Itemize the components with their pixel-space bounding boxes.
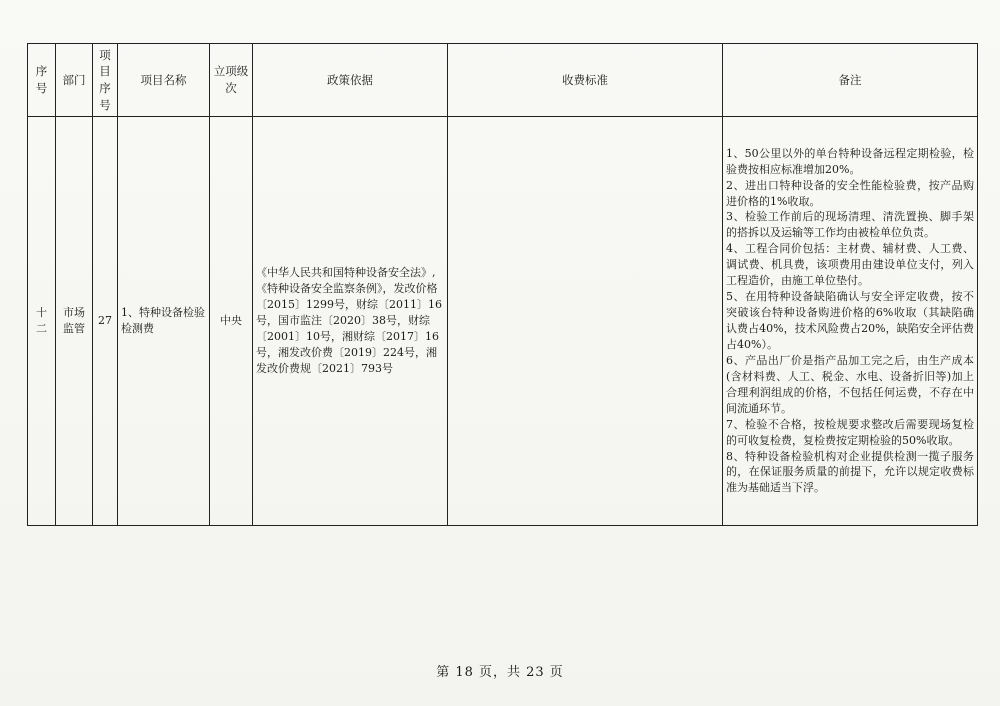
cell-dept: 市场监管 — [56, 117, 93, 526]
header-standard: 收费标准 — [448, 44, 723, 117]
header-level: 立项级次 — [210, 44, 253, 117]
remark-item: 8、特种设备检验机构对企业提供检测一揽子服务的，在保证服务质量的前提下，允许以规定收费标准为基础适当下浮。 — [726, 449, 974, 495]
fee-table — [27, 43, 978, 526]
cell-policy: 《中华人民共和国特种设备安全法》,《特种设备安全监察条例》，发改价格〔2015〕1299号，财综〔2011〕16号，国市监注〔2020〕38号，财综〔2001〕10号，湘财综〔2017〕16号，湘发改价费〔2019〕224号，湘发改价费规〔2021〕793号 — [253, 117, 448, 526]
remark-item: 3、检验工作前后的现场清理、清洗置换、脚手架的搭拆以及运输等工作均由被检单位负责。 — [726, 210, 974, 240]
remark-item: 7、检验不合格，按检规要求整改后需要现场复检的可收复检费，复检费按定期检验的50%收取。 — [726, 417, 974, 447]
cell-item-no: 27 — [93, 117, 118, 526]
cell-level: 中央 — [210, 117, 253, 526]
cell-seq: 十二 — [28, 117, 56, 526]
cell-standard — [448, 117, 723, 526]
remark-item: 6、产品出厂价是指产品加工完之后，由生产成本(含材料费、人工、税金、水电、设备折旧等)加上合理利润组成的价格，不包括任何运费，不存在中间流通环节。 — [726, 353, 974, 415]
page-number: 第 18 页，共 23 页 — [436, 665, 564, 680]
remark-item: 5、在用特种设备缺陷确认与安全评定收费，按不突破该台特种设备购进价格的6%收取（其缺陷确认费占40%，技术风险费占20%，缺陷安全评估费占40%）。 — [726, 290, 974, 351]
table-header-row — [28, 44, 978, 117]
remark-item: 2、进出口特种设备的安全性能检验费，按产品购进价格的1%收取。 — [726, 178, 974, 208]
cell-item-name: 1、特种设备检验检测费 — [118, 117, 210, 526]
header-seq: 序号 — [28, 44, 56, 117]
cell-remarks — [723, 117, 978, 526]
remark-item: 1、50公里以外的单台特种设备远程定期检验，检验费按相应标准增加20%。 — [726, 146, 974, 176]
header-policy: 政策依据 — [253, 44, 448, 117]
header-item-no: 项目序号 — [93, 44, 118, 117]
header-remarks: 备注 — [723, 44, 978, 117]
table-row — [28, 117, 978, 526]
remark-item: 4、工程合同价包括：主材费、辅材费、人工费、调试费、机具费，该项费用由建设单位支付，列入工程造价，由施工单位垫付。 — [726, 242, 974, 288]
header-item-name: 项目名称 — [118, 44, 210, 117]
header-dept: 部门 — [56, 44, 93, 117]
